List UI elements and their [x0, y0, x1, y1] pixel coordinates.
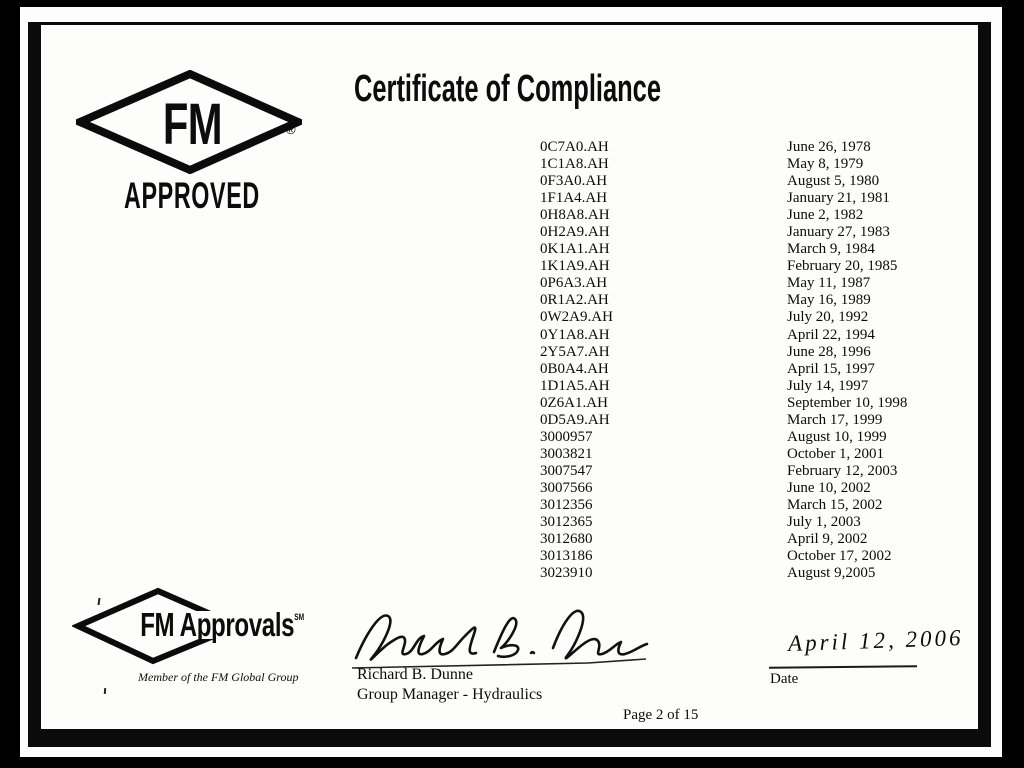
approval-date: March 15, 2002: [787, 496, 883, 513]
approval-date: October 17, 2002: [787, 548, 892, 565]
project-id: 0B0A4.AH: [540, 360, 609, 377]
project-id: 2Y5A7.AH: [540, 343, 610, 360]
approval-date: June 28, 1996: [787, 343, 871, 360]
table-row: [540, 548, 907, 565]
table-row: [540, 344, 907, 361]
project-id: 0D5A9.AH: [540, 411, 610, 428]
approval-date: February 12, 2003: [787, 462, 898, 479]
table-row: [540, 327, 907, 344]
table-row: [540, 173, 907, 190]
table-row: [540, 241, 907, 258]
approval-date: June 10, 2002: [787, 479, 871, 496]
table-row: [540, 258, 907, 275]
approval-date: July 20, 1992: [787, 309, 869, 326]
table-row: [540, 531, 907, 548]
approval-date: September 10, 1998: [787, 394, 908, 411]
approval-date: June 2, 1982: [787, 207, 864, 224]
project-id: 0H8A8.AH: [540, 207, 610, 224]
approval-date: June 26, 1978: [787, 139, 871, 155]
approval-date: August 5, 1980: [787, 173, 880, 190]
approval-date: April 9, 2002: [787, 531, 868, 548]
project-id: 0C7A0.AH: [540, 139, 609, 155]
table-row: [540, 207, 907, 224]
table-row: [540, 412, 907, 429]
project-id: 0Y1A8.AH: [540, 326, 610, 343]
table-row: [540, 139, 907, 156]
fm-approvals-logo-text: [138, 606, 306, 643]
table-row: [540, 446, 907, 463]
page-number: Page 2 of 15: [623, 707, 699, 723]
table-row: [540, 514, 907, 531]
table-row: [540, 395, 907, 412]
approval-date: April 22, 1994: [787, 326, 875, 343]
approval-date: April 15, 1997: [787, 360, 875, 377]
project-id: 3012356: [540, 496, 593, 513]
approval-date: July 1, 2003: [787, 514, 861, 531]
project-id: 0P6A3.AH: [540, 275, 608, 292]
fm-logo-text: FM: [162, 92, 222, 157]
table-row: [540, 309, 907, 326]
fm-approvals-label: FM Approvals: [140, 606, 295, 643]
project-id: 3023910: [540, 565, 593, 582]
table-row: [540, 565, 907, 582]
approval-date: July 14, 1997: [787, 377, 869, 394]
table-row: [540, 361, 907, 378]
table-row: [540, 190, 907, 207]
approval-date: March 17, 1999: [787, 411, 883, 428]
project-id: 0W2A9.AH: [540, 309, 613, 326]
table-row: [540, 429, 907, 446]
approval-date: January 27, 1983: [787, 224, 890, 241]
project-id: 3007547: [540, 462, 593, 479]
handwritten-date: April 12, 2006: [787, 624, 964, 657]
project-id: 3013186: [540, 548, 593, 565]
approval-date: January 21, 1981: [787, 190, 890, 207]
approval-date: August 10, 1999: [787, 428, 887, 445]
project-id: 0R1A2.AH: [540, 292, 609, 309]
project-id: 3000957: [540, 428, 593, 445]
project-id: 0F3A0.AH: [540, 173, 608, 190]
approval-date: May 11, 1987: [787, 275, 871, 292]
approval-date: August 9,2005: [787, 565, 876, 582]
date-label: Date: [770, 671, 799, 687]
date-signature-line: [769, 665, 917, 669]
signer-name: Richard B. Dunne: [357, 666, 473, 683]
approved-label: APPROVED: [124, 175, 260, 216]
scan-speck: [104, 688, 106, 694]
project-id: 1K1A9.AH: [540, 258, 610, 275]
table-row: [540, 275, 907, 292]
fm-global-group-tagline: Member of the FM Global Group: [138, 670, 299, 684]
table-row: [540, 224, 907, 241]
service-mark-icon: SM: [294, 612, 305, 622]
project-id: 3003821: [540, 445, 593, 462]
approval-date: May 8, 1979: [787, 156, 864, 173]
approval-date: February 20, 1985: [787, 258, 898, 275]
project-id: 1F1A4.AH: [540, 190, 608, 207]
project-id: 3012365: [540, 514, 593, 531]
approval-date: October 1, 2001: [787, 445, 885, 462]
table-row: [540, 378, 907, 395]
approval-date: May 16, 1989: [787, 292, 871, 309]
table-row: [540, 480, 907, 497]
project-id: 3007566: [540, 479, 593, 496]
registered-trademark-icon: ®: [286, 122, 296, 137]
page-title: Certificate of Compliance: [354, 68, 662, 110]
table-row: [540, 463, 907, 480]
project-id: 1C1A8.AH: [540, 156, 609, 173]
table-row: [540, 292, 907, 309]
table-row: [540, 156, 907, 173]
project-id: 1D1A5.AH: [540, 377, 610, 394]
table-row: [540, 497, 907, 514]
project-id: 3012680: [540, 531, 593, 548]
project-id: 0H2A9.AH: [540, 224, 610, 241]
project-id: 0Z6A1.AH: [540, 394, 608, 411]
signature: [348, 606, 652, 672]
project-id: 0K1A1.AH: [540, 241, 610, 258]
compliance-listing: [540, 139, 907, 582]
signer-title: Group Manager - Hydraulics: [357, 686, 543, 703]
approval-date: March 9, 1984: [787, 241, 875, 258]
